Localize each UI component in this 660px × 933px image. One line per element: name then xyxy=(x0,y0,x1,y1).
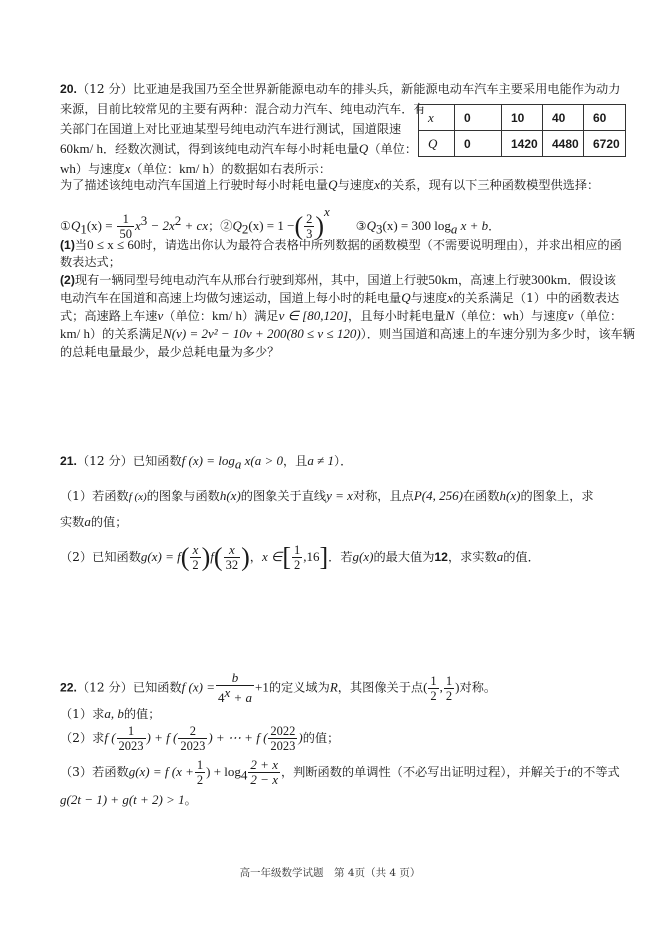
data-table xyxy=(418,104,626,157)
q20-text: ）与速度 xyxy=(75,162,125,176)
fraction xyxy=(195,758,205,787)
q20-text: 时，请选出你认为最符合表格中所列数据的函数模型（不需要说明理由），并求出相应的函 xyxy=(140,238,622,252)
math: 300km xyxy=(531,272,568,287)
q20-line-1 xyxy=(60,81,620,97)
q20-text: 与速度 xyxy=(410,291,448,305)
part-label: （1） xyxy=(60,489,93,503)
math: a ≠ 1 xyxy=(307,453,334,468)
q22-text: 对称。 xyxy=(459,680,497,695)
q20-part1 xyxy=(60,237,622,253)
math: N(v) = 2v² − 10v + 200(80 ≤ v ≤ 120) xyxy=(163,326,361,341)
numerator: 1 xyxy=(430,673,437,688)
math: + a xyxy=(230,690,253,706)
q22-text: 已知函数 xyxy=(132,680,182,695)
q20-text: （单位： xyxy=(163,309,213,323)
unit: km/ h xyxy=(179,161,210,176)
math-var: x xyxy=(124,161,131,176)
numerator: b xyxy=(216,671,254,686)
fraction xyxy=(117,724,146,753)
q20-text: 现有一辆同型号纯电动汽车从邢台行驶到郑州，其中，国道上行驶 xyxy=(74,273,429,287)
numerator: x xyxy=(190,543,200,558)
math: km/ h xyxy=(60,326,90,341)
q20-text: 关部门在国道上对比亚迪某型号纯电动汽车进行测试，国道限速 xyxy=(60,122,402,136)
numerator: x xyxy=(224,543,241,558)
q21-text: 的图象与函数 xyxy=(146,489,220,503)
numerator: 1 xyxy=(117,724,146,739)
math: ) + f ( xyxy=(146,730,178,745)
numerator: 2 xyxy=(306,212,313,226)
q21-text: ，且 xyxy=(282,454,308,468)
denominator: 2023 xyxy=(270,739,296,753)
max-value: 12 xyxy=(434,550,448,564)
fraction xyxy=(190,543,200,572)
q22-text: 的值； xyxy=(302,731,340,745)
math: (x) = xyxy=(86,218,113,233)
q21-text: 已知函数 xyxy=(92,550,141,564)
denominator: 2 xyxy=(293,558,301,572)
math: g(2t − 1) + g(t + 2) > 1 xyxy=(60,792,185,807)
q20-line-4 xyxy=(60,141,417,157)
denominator: 2 xyxy=(192,558,199,572)
denominator: 2 xyxy=(196,773,204,787)
q20-text: 为了描述该纯电动汽车国道上行驶时每小时耗电量 xyxy=(60,178,329,192)
math: 4 xyxy=(240,767,248,783)
math: t xyxy=(567,764,571,779)
q20-text: （单位： xyxy=(368,142,418,156)
math: (x) = 300 log xyxy=(382,218,451,233)
q20-part2-line5 xyxy=(60,344,279,360)
table-cell: 1420 xyxy=(502,131,543,157)
part-label: （2） xyxy=(60,550,93,564)
q22-text: 若函数 xyxy=(92,765,129,779)
left-paren: ( xyxy=(294,211,304,241)
math: P(4, 256) xyxy=(413,488,463,503)
math: x ∈ xyxy=(261,549,283,564)
q20-text: 式；高速路上车速 xyxy=(60,309,158,323)
q20-part2-line4 xyxy=(60,326,635,342)
q21-text: 的值； xyxy=(90,515,128,529)
left-paren: ( xyxy=(180,542,190,572)
math: 3 xyxy=(140,212,148,228)
denominator: 50 xyxy=(119,227,132,241)
right-bracket: ] xyxy=(319,542,329,572)
math: g(x) xyxy=(352,549,374,564)
q20-part2-line2 xyxy=(60,290,619,306)
model-1-marker: ① xyxy=(60,219,71,233)
q22-part1 xyxy=(60,706,160,722)
q20-text: （单位： xyxy=(454,309,503,323)
math: ) + ⋯ + f ( xyxy=(208,730,268,745)
math: km/ h xyxy=(212,308,243,323)
math: a xyxy=(450,221,458,237)
speed-limit: 60km/ h xyxy=(60,141,103,156)
table-cell: 40 xyxy=(543,105,584,131)
math: h(x) xyxy=(219,488,241,503)
table-cell: 4480 xyxy=(543,131,584,157)
math: x xyxy=(134,218,141,233)
q20-number: 20. xyxy=(60,82,77,96)
table-cell: 10 xyxy=(502,105,543,131)
q22-number: 22. xyxy=(60,680,77,695)
fraction xyxy=(216,671,254,705)
math-var: Q xyxy=(358,141,369,156)
denominator: 2 − x xyxy=(250,772,278,787)
math: (x) = 1 − xyxy=(248,218,295,233)
q20-text: （单位： xyxy=(573,309,623,323)
numerator: 2 xyxy=(178,724,207,739)
math: Q xyxy=(70,218,81,233)
q22-text: 的不等式 xyxy=(571,765,620,779)
numerator: 2022 xyxy=(270,724,296,738)
q20-text: 比亚迪是我国乃至全世界新能源电动车的排头兵，新能源电动车汽车主要采用电能作为动力 xyxy=(132,82,621,96)
q21-part1-cont xyxy=(60,514,127,530)
math: − 2x xyxy=(147,218,175,233)
table-row xyxy=(419,131,626,157)
math: R xyxy=(329,679,338,695)
math: f (x) = xyxy=(181,679,215,695)
math: 2 xyxy=(174,212,182,228)
part-label: (1) xyxy=(60,238,75,252)
q20-text: 来源，目前比较常见的主要有两种：混合动力汽车、纯电动汽车．有 xyxy=(60,102,426,116)
q22-score: （12 分） xyxy=(76,680,133,695)
table-cell: 6720 xyxy=(584,131,626,157)
q20-part2-line3 xyxy=(60,308,622,324)
q21-part2 xyxy=(60,542,540,572)
separator: ； xyxy=(208,219,221,233)
q21-text: 已知函数 xyxy=(132,454,182,468)
math: f (x) = log xyxy=(181,453,235,468)
q22-intro xyxy=(60,671,496,705)
math: a xyxy=(496,549,504,564)
math: a xyxy=(84,514,91,529)
math: Q xyxy=(401,290,411,305)
fraction xyxy=(428,674,438,703)
punctuation: ． xyxy=(488,219,501,233)
q21-text: ）． xyxy=(333,454,353,468)
q21-text: 实数 xyxy=(60,515,85,529)
math: g(x) = f (x + xyxy=(128,764,194,779)
q20-text: ）满足 xyxy=(242,309,279,323)
math: wh xyxy=(502,308,519,323)
math: x xyxy=(224,685,231,700)
denominator: 2 xyxy=(445,688,453,703)
fraction xyxy=(224,543,241,572)
denominator: 2 xyxy=(430,688,437,703)
math: 2 xyxy=(241,221,249,237)
numerator: 1 xyxy=(293,543,301,557)
q21-text: 在函数 xyxy=(462,489,500,503)
q20-text: （单位： xyxy=(130,162,180,176)
table-cell: 60 xyxy=(584,105,626,131)
model-3-marker: ③ xyxy=(355,219,367,233)
q22-text: 求 xyxy=(92,707,105,721)
fraction xyxy=(178,724,207,753)
q20-text: 当 xyxy=(74,238,88,252)
part-label: （2） xyxy=(60,731,93,745)
q21-text: ， xyxy=(249,550,262,564)
q20-score: （12 分） xyxy=(76,82,133,96)
q21-text: ，求实数 xyxy=(447,550,497,564)
math: ) xyxy=(298,730,303,745)
q22-text: 。 xyxy=(184,793,197,807)
q22-part2 xyxy=(60,722,339,754)
math: x xyxy=(324,204,330,219)
math: 3 xyxy=(376,221,383,237)
right-paren: ) xyxy=(315,211,325,241)
math: 0 ≤ x ≤ 60 xyxy=(87,237,141,252)
math: a xyxy=(234,456,242,472)
q22-text: 求 xyxy=(92,731,105,745)
q22-part3 xyxy=(60,756,620,791)
fraction xyxy=(444,674,454,703)
math: Q xyxy=(232,218,242,233)
q20-text: ，且每小时耗电量 xyxy=(348,309,446,323)
q22-part3-cont xyxy=(60,792,197,808)
math: , xyxy=(439,679,443,695)
q21-text: 的图象上，求 xyxy=(520,489,594,503)
math: ( xyxy=(423,679,428,695)
math: g(x) = f xyxy=(140,549,181,564)
q20-text: ．经数次测试，得到该纯电动汽车每小时耗电量 xyxy=(102,142,359,156)
math: ,16 xyxy=(303,549,320,564)
q21-score: （12 分） xyxy=(76,454,133,468)
numerator: 1 xyxy=(196,758,204,772)
denominator: 3 xyxy=(306,227,313,241)
page-footer: 高一年级数学试题 第 4页（共 4 页） xyxy=(239,867,421,879)
q20-line-2 xyxy=(60,101,426,117)
q21-text: 的图象关于直线 xyxy=(240,489,327,503)
left-paren: ( xyxy=(213,542,223,572)
math: h(x) xyxy=(499,488,521,503)
table-cell: 0 xyxy=(455,131,502,157)
numerator: 1 xyxy=(445,673,453,688)
q20-line-5 xyxy=(60,161,331,177)
q22-text: 的定义域为 xyxy=(268,680,330,695)
unit: wh xyxy=(60,161,76,176)
q21-text: ．若 xyxy=(328,550,353,564)
numerator: 1 xyxy=(117,212,134,227)
math-var: Q xyxy=(328,177,338,192)
q20-text: ）．则当国道和高速上的车速分别为多少时，该车辆 xyxy=(360,327,635,341)
q22-text: ，其图像关于点 xyxy=(337,680,424,695)
math: v ∈ [80,120] xyxy=(278,308,349,323)
q21-text: 对称，且点 xyxy=(352,489,414,503)
q20-text: 的关系，现有以下三种函数模型供选择： xyxy=(379,178,600,192)
math: y = x xyxy=(326,488,353,503)
right-paren: ) xyxy=(201,542,211,572)
math: ) + log xyxy=(206,764,241,779)
part-label: (2) xyxy=(60,273,75,287)
q20-line-6 xyxy=(60,177,599,193)
q20-text: 数表达式； xyxy=(60,255,121,269)
q22-text: 的值； xyxy=(123,707,161,721)
q21-intro xyxy=(60,453,352,472)
q20-text: 与速度 xyxy=(337,178,375,192)
math: a, b xyxy=(104,706,124,721)
denominator: 32 xyxy=(225,558,239,572)
math: x xyxy=(447,290,453,305)
math: N xyxy=(445,308,455,323)
fraction xyxy=(248,758,280,787)
q20-text: 的总耗电量最少，最少总耗电量为多少？ xyxy=(60,345,280,359)
q20-line-3 xyxy=(60,121,401,137)
denominator: 2023 xyxy=(118,739,144,753)
table-cell: 0 xyxy=(455,105,502,131)
math: ) xyxy=(455,679,460,695)
math: v xyxy=(157,308,164,323)
math: Q xyxy=(366,218,377,233)
left-bracket: [ xyxy=(282,542,291,572)
part-label: （3） xyxy=(60,765,93,779)
q21-part1 xyxy=(60,488,594,505)
q20-part2 xyxy=(60,272,616,288)
q21-number: 21. xyxy=(60,454,77,468)
fraction xyxy=(292,543,302,572)
q20-part1-cont xyxy=(60,254,121,270)
table-header-cell: x xyxy=(419,105,455,131)
q21-text: 的最大值为 xyxy=(373,550,435,564)
q20-text: 的关系满足（1）中的函数表达 xyxy=(452,291,620,305)
math: x(a > 0 xyxy=(241,453,283,468)
right-paren: ) xyxy=(241,542,250,572)
q21-text: 若函数 xyxy=(92,489,129,503)
numerator: 2 + x xyxy=(250,757,278,772)
q20-text: 电动汽车在国道和高速上均做匀速运动，国道上每小时的耗电量 xyxy=(60,291,402,305)
fraction xyxy=(268,724,297,753)
model-2-marker: ② xyxy=(220,219,233,233)
math: +1 xyxy=(255,679,269,695)
math: v xyxy=(567,308,574,323)
math: f (x) xyxy=(128,491,147,503)
q20-text: ，高速上行驶 xyxy=(457,273,532,287)
math: 50km xyxy=(428,272,458,287)
part-label: （1） xyxy=(60,707,93,721)
math: 1 xyxy=(80,221,87,237)
table-header-cell: Q xyxy=(419,131,455,157)
math: x + b xyxy=(457,218,489,233)
math-var: x xyxy=(374,177,380,192)
q20-text: ．假设该 xyxy=(567,273,616,287)
q20-text: ）与速度 xyxy=(518,309,568,323)
math: f xyxy=(210,549,214,564)
q22-text: ，判断函数的单调性（不必写出证明过程），并解关于 xyxy=(280,765,568,779)
q20-text: ）的关系满足 xyxy=(89,327,164,341)
q21-text: 的值． xyxy=(503,550,540,564)
q20-text: ）的数据如右表所示： xyxy=(209,162,332,176)
denominator: 2023 xyxy=(180,739,206,753)
denominator: 4 xyxy=(217,690,225,706)
math: + cx xyxy=(181,218,209,233)
table-row xyxy=(419,105,626,131)
math: f ( xyxy=(104,730,116,745)
